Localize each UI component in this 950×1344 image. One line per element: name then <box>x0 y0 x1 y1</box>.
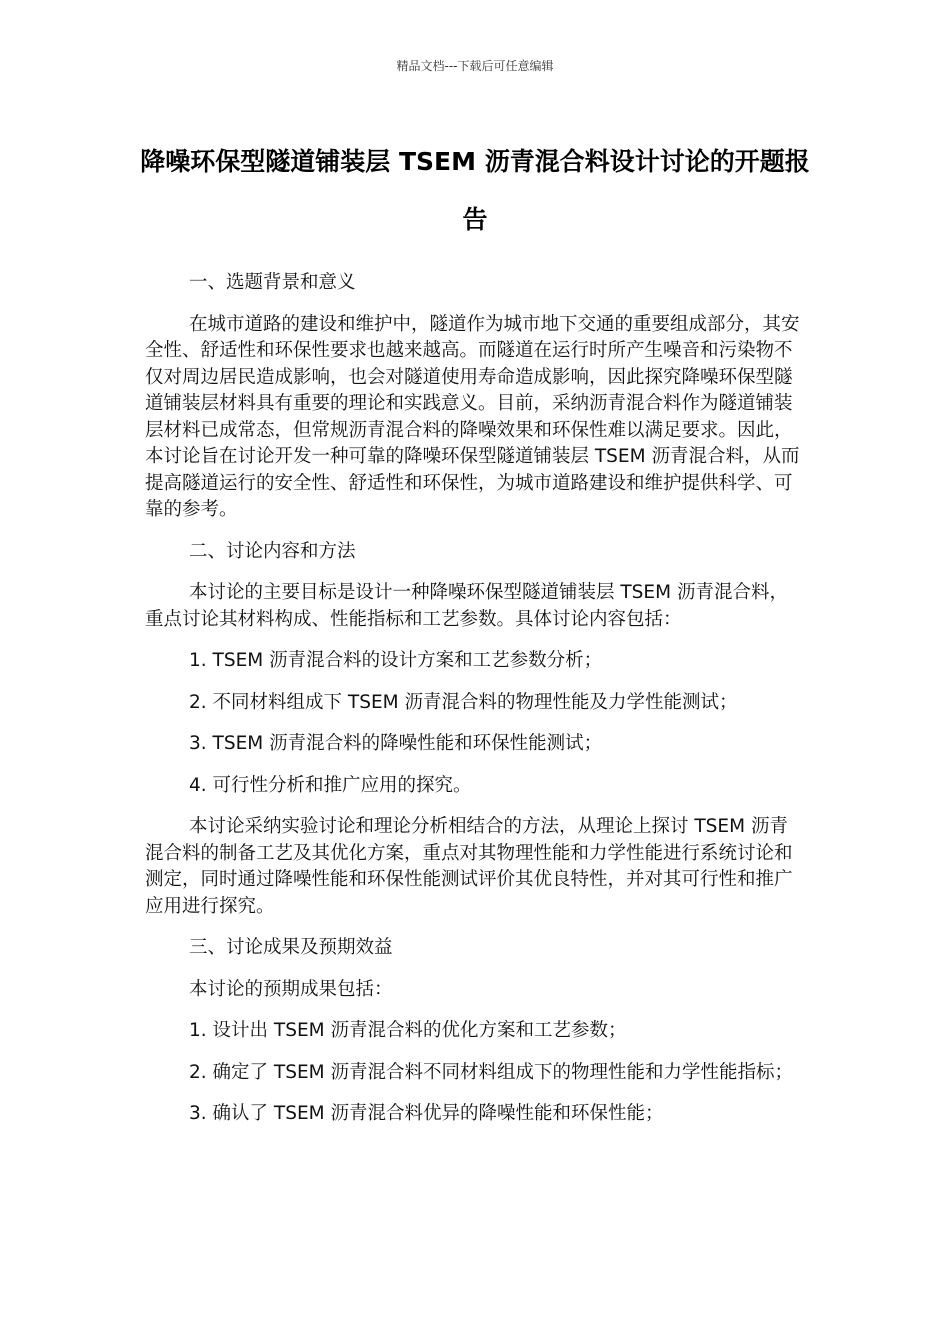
section-1-heading: 一、选题背景和意义 <box>189 272 356 293</box>
header-note: 精品文档---下载后可任意编辑 <box>396 59 554 73</box>
document-body <box>145 270 805 1143</box>
section-3-item-2: 2. 确定了 TSEM 沥青混合料不同材料组成下的物理性能和力学性能指标； <box>189 1061 793 1083</box>
section-2-item-3: 3. TSEM 沥青混合料的降噪性能和环保性能测试； <box>189 733 603 754</box>
section-3-item-1: 1. 设计出 TSEM 沥青混合料的优化方案和工艺参数； <box>189 1020 627 1041</box>
section-2-item-2: 2. 不同材料组成下 TSEM 沥青混合料的物理性能及力学性能测试； <box>189 691 738 713</box>
section-2-method: 本讨论采纳实验讨论和理论分析相结合的方法，从理论上探讨 TSEM 沥青混合料的制备工艺及其优化方案，重点对其物理性能和力学性能进行系统讨论和测定，同时通过降噪性能和环保性能测试评价其优良特性，并对其可行性和推广应用进行探究。 <box>145 816 793 917</box>
section-3-intro: 本讨论的预期成果包括： <box>189 978 393 1000</box>
section-2-intro: 本讨论的主要目标是设计一种降噪环保型隧道铺装层 TSEM 沥青混合料，重点讨论其材料构成、性能指标和工艺参数。具体讨论内容包括： <box>145 582 788 630</box>
document-title: 降噪环保型隧道铺装层 TSEM 沥青混合料设计讨论的开题报告 <box>140 147 810 234</box>
section-2-item-4: 4. 可行性分析和推广应用的探究。 <box>189 774 472 796</box>
section-3-heading: 三、讨论成果及预期效益 <box>189 937 393 958</box>
section-3-item-3: 3. 确认了 TSEM 沥青混合料优异的降噪性能和环保性能； <box>189 1103 664 1124</box>
section-2-item-1: 1. TSEM 沥青混合料的设计方案和工艺参数分析； <box>189 650 603 671</box>
section-2-heading: 二、讨论内容和方法 <box>189 540 356 562</box>
section-1-paragraph: 在城市道路的建设和维护中，隧道作为城市地下交通的重要组成部分，其安全性、舒适性和环保性要求也越来越高。而隧道在运行时所产生噪音和污染物不仅对周边居民造成影响，也会对隧道使用寿命造成影响，因此探究降噪环保型隧道铺装层材料具有重要的理论和实践意义。目前，采纳沥青混合料作为隧道铺装层材料已成常态，但常规沥青混合料的降噪效果和环保性难以满足要求。因此，本讨论旨在讨论开发一种可靠的降噪环保型隧道铺装层 TSEM 沥青混合料，从而提高隧道运行的安全性、舒适性和环保性，为城市道路建设和维护提供科学、可靠的参考。 <box>145 313 800 520</box>
